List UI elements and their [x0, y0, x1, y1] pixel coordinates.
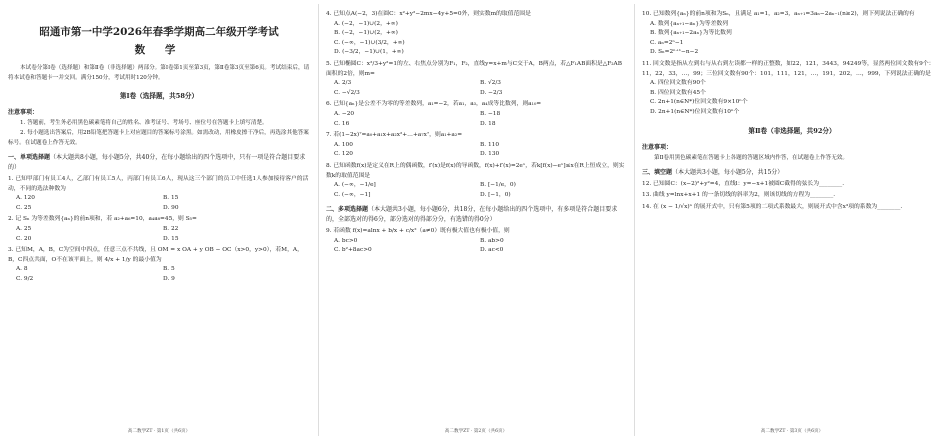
question-options — [326, 141, 626, 160]
option: B. 数列{aₙ₊₁−2aₙ}为等比数列 — [650, 30, 732, 37]
option: A. bc>0 — [334, 237, 358, 244]
page-column-2 — [318, 0, 634, 440]
notes-heading: 注意事项： — [8, 109, 39, 116]
section-instructions: （本大题共3小题，每小题5分，共15分） — [672, 168, 784, 176]
question-options — [326, 20, 626, 58]
option: B. ab>0 — [480, 237, 504, 244]
option: B. 110 — [480, 141, 500, 148]
question-stem: 6. 已知{aₙ}是公差不为零的等差数列，a₁=−2，若a₁，a₃，a₄成等比数列，则a₁₀= — [326, 101, 542, 108]
option: C. aₙ=2ⁿ−1 — [650, 39, 684, 46]
option: A. (−∞，−1/e] — [334, 182, 376, 189]
question-options — [642, 20, 942, 58]
fill-question: 12. 已知圆C：(x−2)²+y²=4，直线l：y=−x+1被圆C截得的弦长为________. — [642, 180, 845, 187]
section-one-heading — [8, 153, 310, 173]
section-instructions: （本大题共8小题，每小题5分，共40分，在每小题给出的四个选项中，只有一项是符合题目要求的） — [8, 154, 306, 171]
option: B. −18 — [480, 110, 501, 117]
option: C. b²+8ac>0 — [334, 247, 372, 254]
option: B. [−1/e，0) — [480, 182, 516, 189]
option: C. (−∞，−1] — [334, 191, 371, 198]
page-column-1 — [0, 0, 318, 440]
option: D. 2n+1(n∈N*)位回文数有10ⁿ个 — [650, 108, 740, 115]
fill-question: 13. 曲线 y=lnx+x+1 的一条切线的斜率为2，则该切线的方程为________. — [642, 192, 836, 199]
option: D. ac<0 — [480, 247, 504, 254]
option: D. 90 — [163, 204, 179, 211]
option: D. 18 — [480, 120, 496, 127]
exam-intro: 本试卷分第Ⅰ卷（选择题）和第Ⅱ卷（非选择题）两部分。第Ⅰ卷第1页至第3页，第Ⅱ卷第3页至第6页。考试结束后，请将本试卷和答题卡一并交回。满分150分，考试用时120分钟。 — [8, 65, 310, 81]
option: C. 20 — [16, 235, 32, 242]
question-options — [326, 110, 626, 129]
section-title: 二、多项选择题 — [326, 206, 369, 214]
option: A. (−2，−1)∪(2，+∞) — [334, 20, 398, 27]
section-two-heading — [326, 205, 626, 225]
part-one-heading: 第Ⅰ卷（选择题，共58分） — [119, 92, 199, 100]
option: B. 22 — [163, 225, 179, 232]
question-options — [8, 194, 310, 213]
option: D. 15 — [163, 235, 179, 242]
option: A. 25 — [16, 225, 32, 232]
option: D. [−1，0) — [480, 191, 511, 198]
part-two-heading: 第Ⅱ卷（非选择题，共92分） — [748, 126, 836, 135]
option: A. −20 — [334, 110, 355, 117]
note-item: 第Ⅱ卷用黑色碳素笔在答题卡上各题的答题区域内作答，在试题卷上作答无效。 — [654, 154, 848, 161]
page-footer: 高二数学ZT · 第2页（共6页） — [444, 429, 508, 434]
option: B. √2/3 — [480, 80, 501, 87]
option: A. 100 — [334, 141, 353, 148]
option: B. 15 — [163, 195, 179, 202]
option: B. 四位回文数有45个 — [650, 89, 706, 96]
question-options — [326, 237, 626, 256]
option: D. (−3/2，−1)∪(1，+∞) — [334, 49, 404, 56]
option: D. 9 — [163, 275, 175, 282]
note-item: 2. 每小题选出答案后，用2B铅笔把答题卡上对应题目的答案标号涂黑。如需改动，用橡皮擦干净后，再选涂其他答案标号。在试题卷上作答无效。 — [8, 130, 309, 146]
section-three-heading — [642, 168, 942, 178]
question-stem: 4. 已知点A(−2，3)在圆C：x²+y²−2mx−4y+5=0外，则实数m的取值范围是 — [326, 11, 531, 17]
option: A. 8 — [16, 266, 28, 273]
question-stem: 8. 已知函数f(x)是定义在R上的偶函数，f′(x)是f(x)的导函数，f(x)+f′(x)=2eˣ，若k[f(x)−eˣ]≤x在R上恒成立，则实数k的取值范围是 — [326, 162, 625, 179]
option: C. 9/2 — [16, 275, 34, 282]
option: D. 130 — [480, 151, 500, 158]
exam-title: 昭通市第一中学2026年春季学期高二年级开学考试 — [39, 26, 279, 38]
question-stem: 5. 已知椭圆C：x²/3+y²=1的左、右焦点分别为F₁，F₂，直线y=x+m与C交于A，B两点，若△F₁AB面积是△F₂AB面积的2倍，则m= — [326, 60, 622, 77]
option: B. 5 — [163, 266, 175, 273]
option: C. 120 — [334, 151, 353, 158]
question-options — [326, 79, 626, 98]
section-instructions: （本大题共3小题，每小题6分，共18分，在每小题给出的四个选项中，有多项是符合题目要求的，全部选对的得6分，部分选对的得部分分，有选错的得0分） — [326, 206, 618, 224]
question-options — [8, 265, 310, 284]
option: C. −√2/3 — [334, 89, 360, 96]
question-stem: 9. 若函数 f(x)=alnx + b/x + c/x²（a≠0）既有极大值也有极小值，则 — [326, 228, 510, 235]
page-footer: 高二数学ZT · 第3页（共6页） — [760, 429, 824, 434]
option: A. 四位回文数有90个 — [650, 80, 706, 87]
question-options — [8, 225, 310, 244]
option: A. 120 — [16, 195, 35, 202]
exam-subject: 数 学 — [134, 44, 184, 56]
option: D. Sₙ=2ⁿ⁺¹−n−2 — [650, 49, 699, 56]
option: A. 2/3 — [334, 80, 352, 87]
question-stem: 11. 回文数是指从左到右与从右到左读都一样的正整数，如22，121，3443，94249等，显然两位回文数有9个：11，22，33，…，99；三位回文数有90个：101，111，121，…，191，202，…，999，下列说法正确的是 — [642, 60, 935, 77]
page-footer: 高二数学ZT · 第1页（共6页） — [127, 429, 191, 434]
question-options — [642, 79, 942, 117]
question-stem: 1. 已知甲部门有员工4人，乙部门有员工5人，丙部门有员工6人，现从这三个部门的员工中任选1人参加接待客户的活动，不同的选法种数为 — [8, 176, 309, 192]
option: D. −2/3 — [480, 89, 503, 96]
option: A. 数列{aₙ₊₁−aₙ}为等差数列 — [650, 20, 728, 27]
option: B. (−2，−1)∪(2，+∞) — [334, 30, 398, 37]
question-stem: 10. 已知数列{aₙ}的前n项和为Sₙ，且满足 a₁=1，a₂=3，aₙ₊₁=3aₙ−2aₙ₋₁(n≥2)，则下列说法正确的有 — [642, 11, 915, 17]
option: C. 2n+1(n∈N*)位回文数有9×10ⁿ个 — [650, 99, 748, 106]
question-stem: 2. 记 Sₙ 为等差数列{aₙ}的前n项和，若 a₂+a₆=10，a₄a₈=45，则 S₅= — [8, 216, 197, 223]
note-item: 1. 答题前，考生务必用黑色碳素笔将自己的姓名、准考证号、考场号、座位号在答题卡上填写清楚。 — [20, 120, 268, 126]
section-title: 三、填空题 — [642, 168, 673, 176]
question-stem: 7. 若(1−2x)⁷=a₀+a₁x+a₂x²+…+a₇x⁷，则a₁+a₂= — [326, 132, 463, 139]
option: C. (−∞，−1)∪(3/2，+∞) — [334, 39, 405, 46]
option: C. 16 — [334, 120, 350, 127]
notes-heading: 注意事项： — [642, 143, 673, 151]
section-title: 一、单项选择题 — [8, 154, 51, 161]
question-stem: 3. 已知M，A，B，C为空间中四点，任意三点不共线，且 OM = x OA + y OB − OC（x>0，y>0），若M，A，B，C四点共面，O不在该平面上，则 4/x + 1/y 的最小值为 — [8, 247, 303, 263]
option: C. 25 — [16, 204, 32, 211]
fill-question: 14. 在 (x − 1/√x)ⁿ 的展开式中，只有第5项的二项式系数最大，则展开式中含x³项的系数为________. — [642, 203, 903, 210]
page-column-3 — [634, 0, 950, 440]
question-options — [326, 181, 626, 200]
